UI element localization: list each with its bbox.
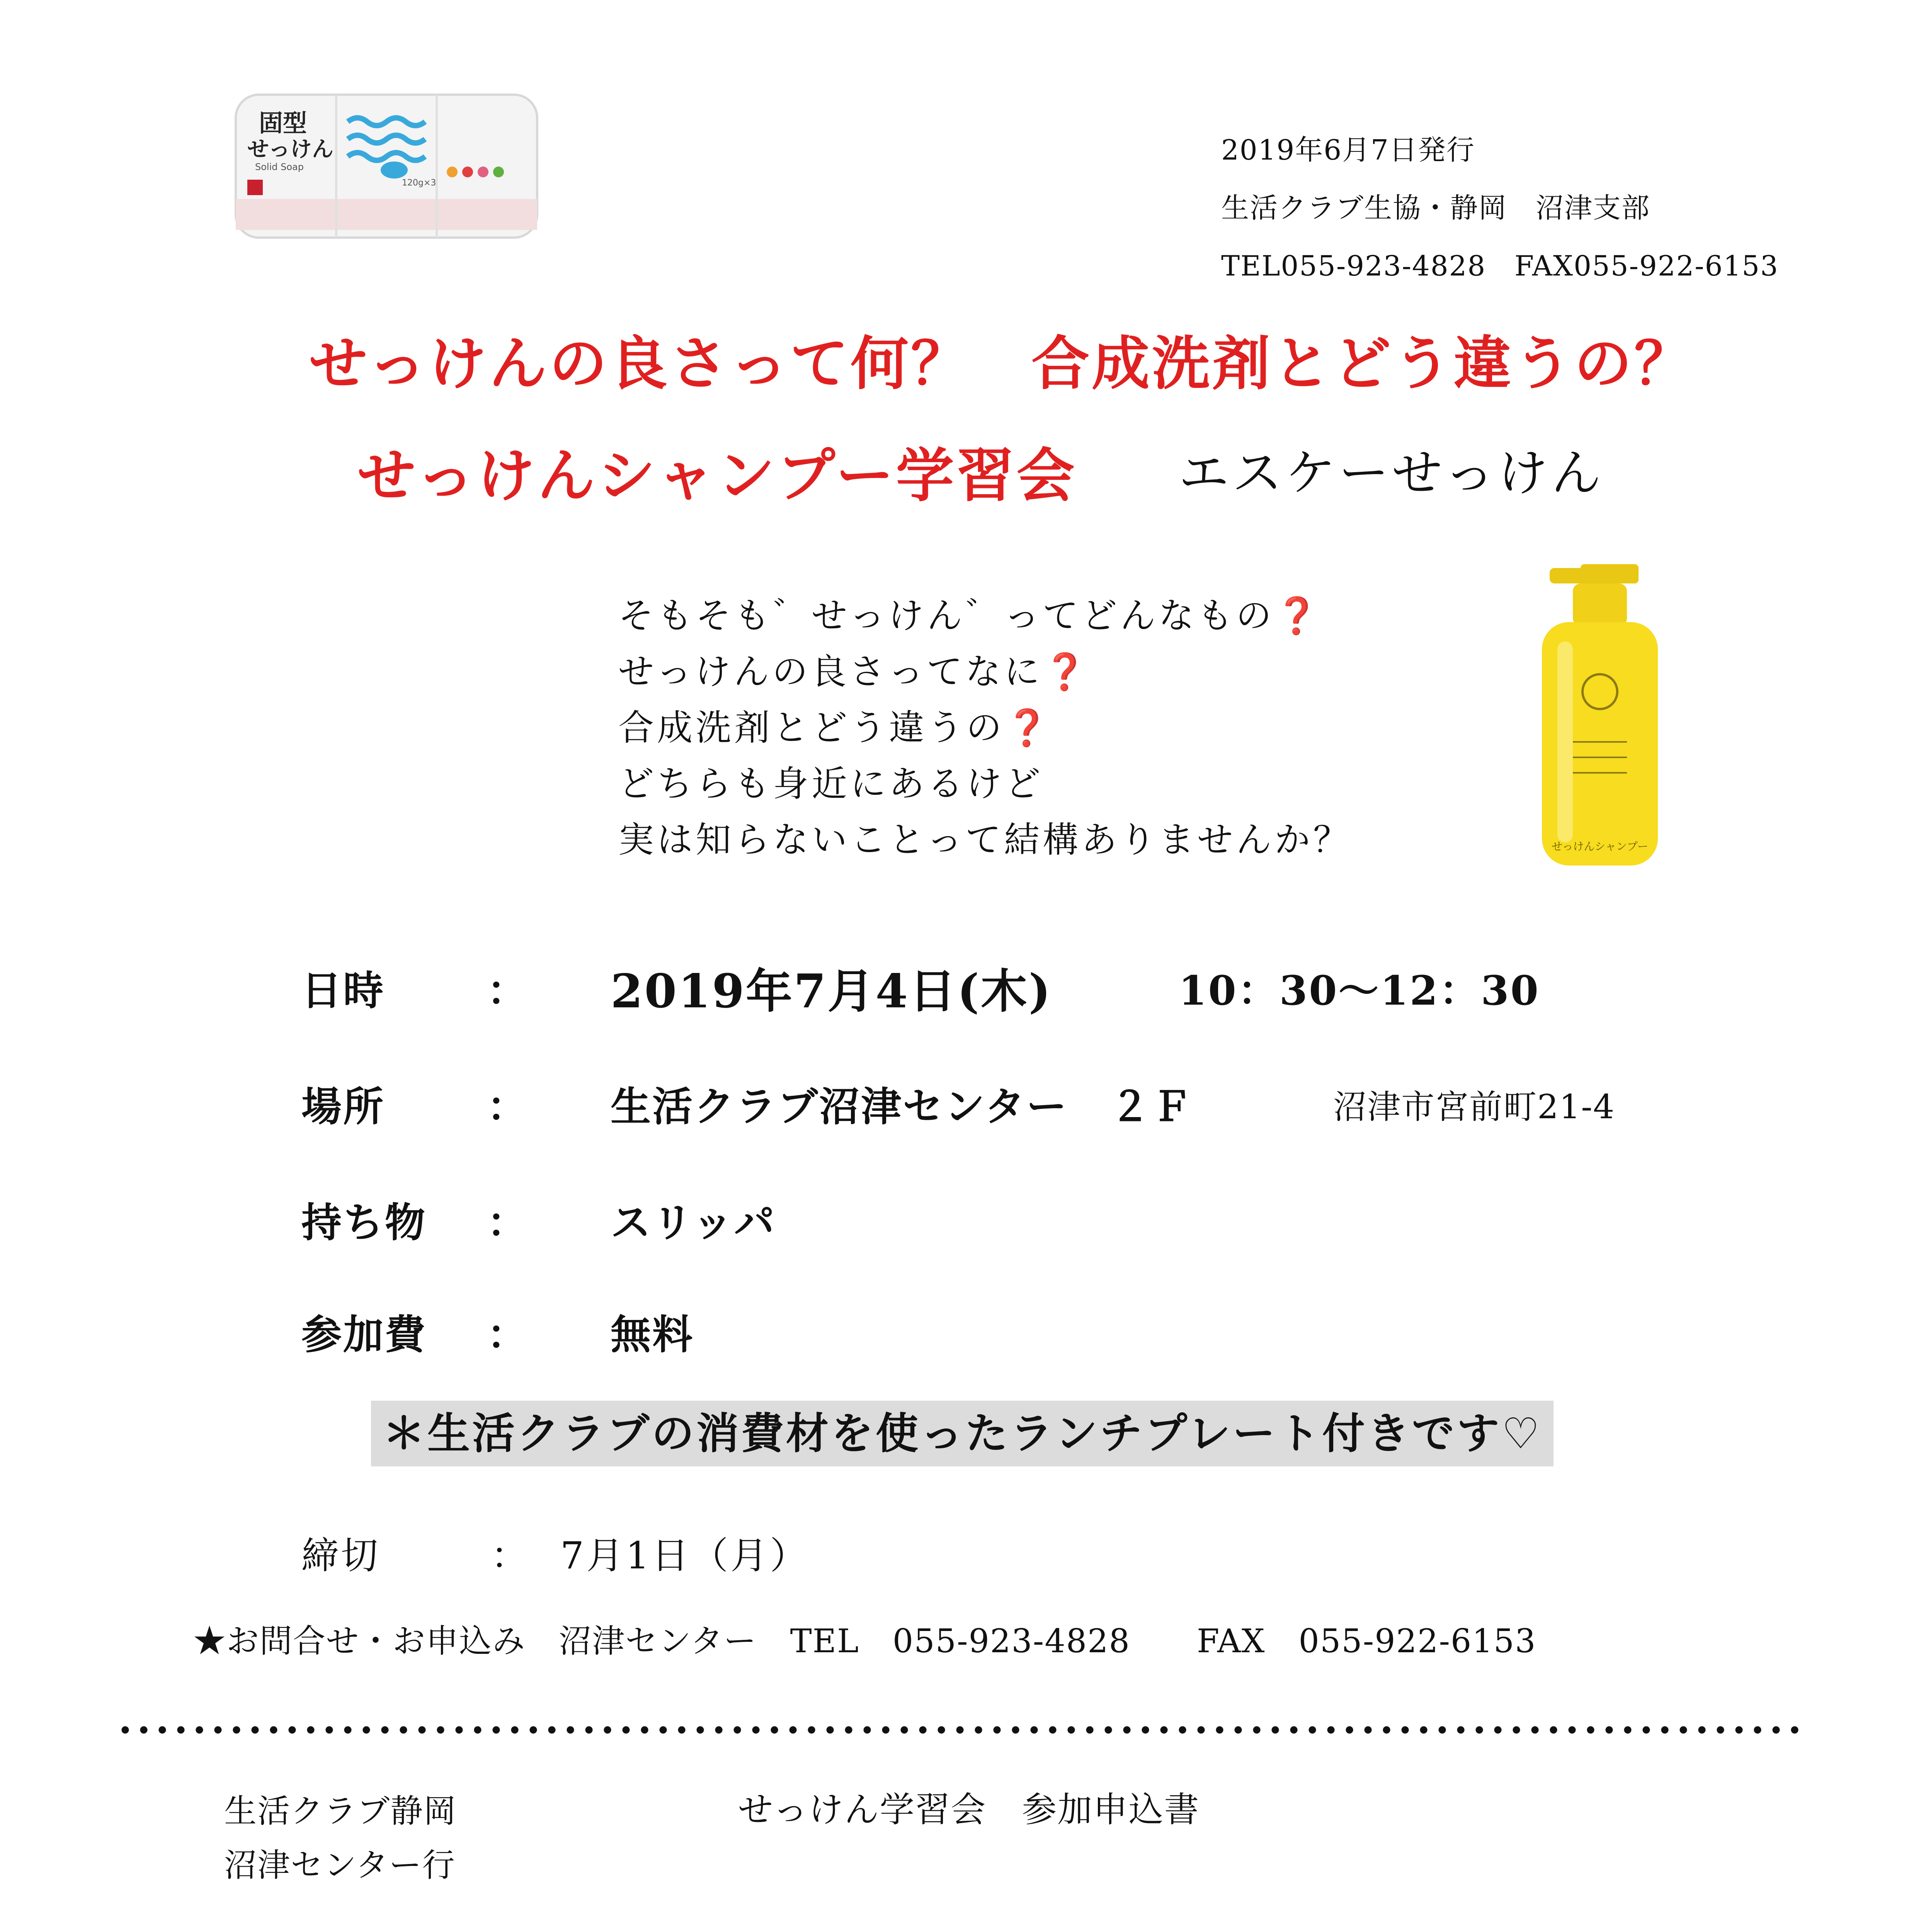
organization-contact: TEL055-923-4828 FAX055-922-6153: [1221, 250, 1779, 282]
main-title: せっけんの良さって何？ 合成洗剤とどう違うの？: [309, 330, 1695, 398]
question-icon: ❓: [1274, 595, 1322, 636]
lecturer-name: エスケーせっけん: [1179, 444, 1605, 502]
issue-date: 2019年6月7日発行: [1221, 134, 1475, 166]
event-title: せっけんシャンプー学習会: [357, 442, 1077, 510]
form-title: せっけん学習会 参加申込書: [738, 1789, 1200, 1830]
deadline-value: 7月1日（月）: [560, 1534, 810, 1577]
intro-line-2: せっけんの良さってなに❓: [618, 651, 1090, 692]
belongings-colon: ：: [487, 1199, 527, 1246]
belongings-label: 持ち物: [301, 1199, 427, 1246]
question-icon: ❓: [1005, 707, 1052, 748]
soap-package-image: [232, 87, 541, 242]
fee-value: 無料: [611, 1311, 694, 1358]
soap-name-line2: せっけん: [247, 137, 334, 162]
place-address: 沼津市宮前町21-4: [1333, 1088, 1615, 1126]
intro-line-3: 合成洗剤とどう違うの❓: [618, 707, 1052, 748]
soap-english-name: Solid Soap: [255, 162, 304, 172]
soap-package-graphic: [232, 87, 541, 242]
soap-name-line1: 固型: [259, 109, 307, 137]
question-icon: ❓: [1043, 651, 1090, 692]
intro-line-1: そもそも゛せっけん゛ってどんなもの❓: [618, 595, 1322, 636]
cut-line: [116, 1725, 1801, 1735]
fee-colon: ：: [487, 1311, 527, 1358]
datetime-time: 10：30～12：30: [1179, 967, 1540, 1014]
organization-name: 生活クラブ生協・静岡 沼津支部: [1221, 192, 1651, 224]
addressee-line-2: 沼津センター行: [224, 1846, 456, 1884]
contact-info: ★お問合せ・お申込み 沼津センター TEL 055-923-4828 FAX 055-922-6153: [193, 1622, 1537, 1660]
soap-weight: 120g×3: [402, 178, 436, 188]
bottle-label: せっけんシャンプー: [1551, 840, 1649, 853]
belongings-value: スリッパ: [611, 1199, 776, 1246]
addressee-line-1: 生活クラブ静岡: [224, 1792, 457, 1830]
place-label: 場所: [301, 1083, 385, 1130]
datetime-colon: ：: [487, 967, 527, 1014]
deadline-label: 締切: [301, 1534, 380, 1577]
place-colon: ：: [487, 1083, 527, 1130]
shampoo-bottle-image: [1523, 556, 1677, 873]
intro-line-5: 実は知らないことって結構ありませんか？: [618, 819, 1352, 861]
deadline-colon: ：: [491, 1534, 530, 1577]
intro-line-4: どちらも身近にあるけど: [618, 763, 1044, 804]
fee-label: 参加費: [301, 1311, 427, 1358]
place-value: 生活クラブ沼津センター ２Ｆ: [611, 1083, 1193, 1130]
datetime-label: 日時: [301, 967, 385, 1014]
datetime-date: 2019年7月4日(木): [611, 964, 1052, 1019]
lunch-note: ＊生活クラブの消費材を使ったランチプレート付きです♡: [371, 1401, 1554, 1466]
shampoo-bottle-graphic: [1523, 556, 1677, 873]
